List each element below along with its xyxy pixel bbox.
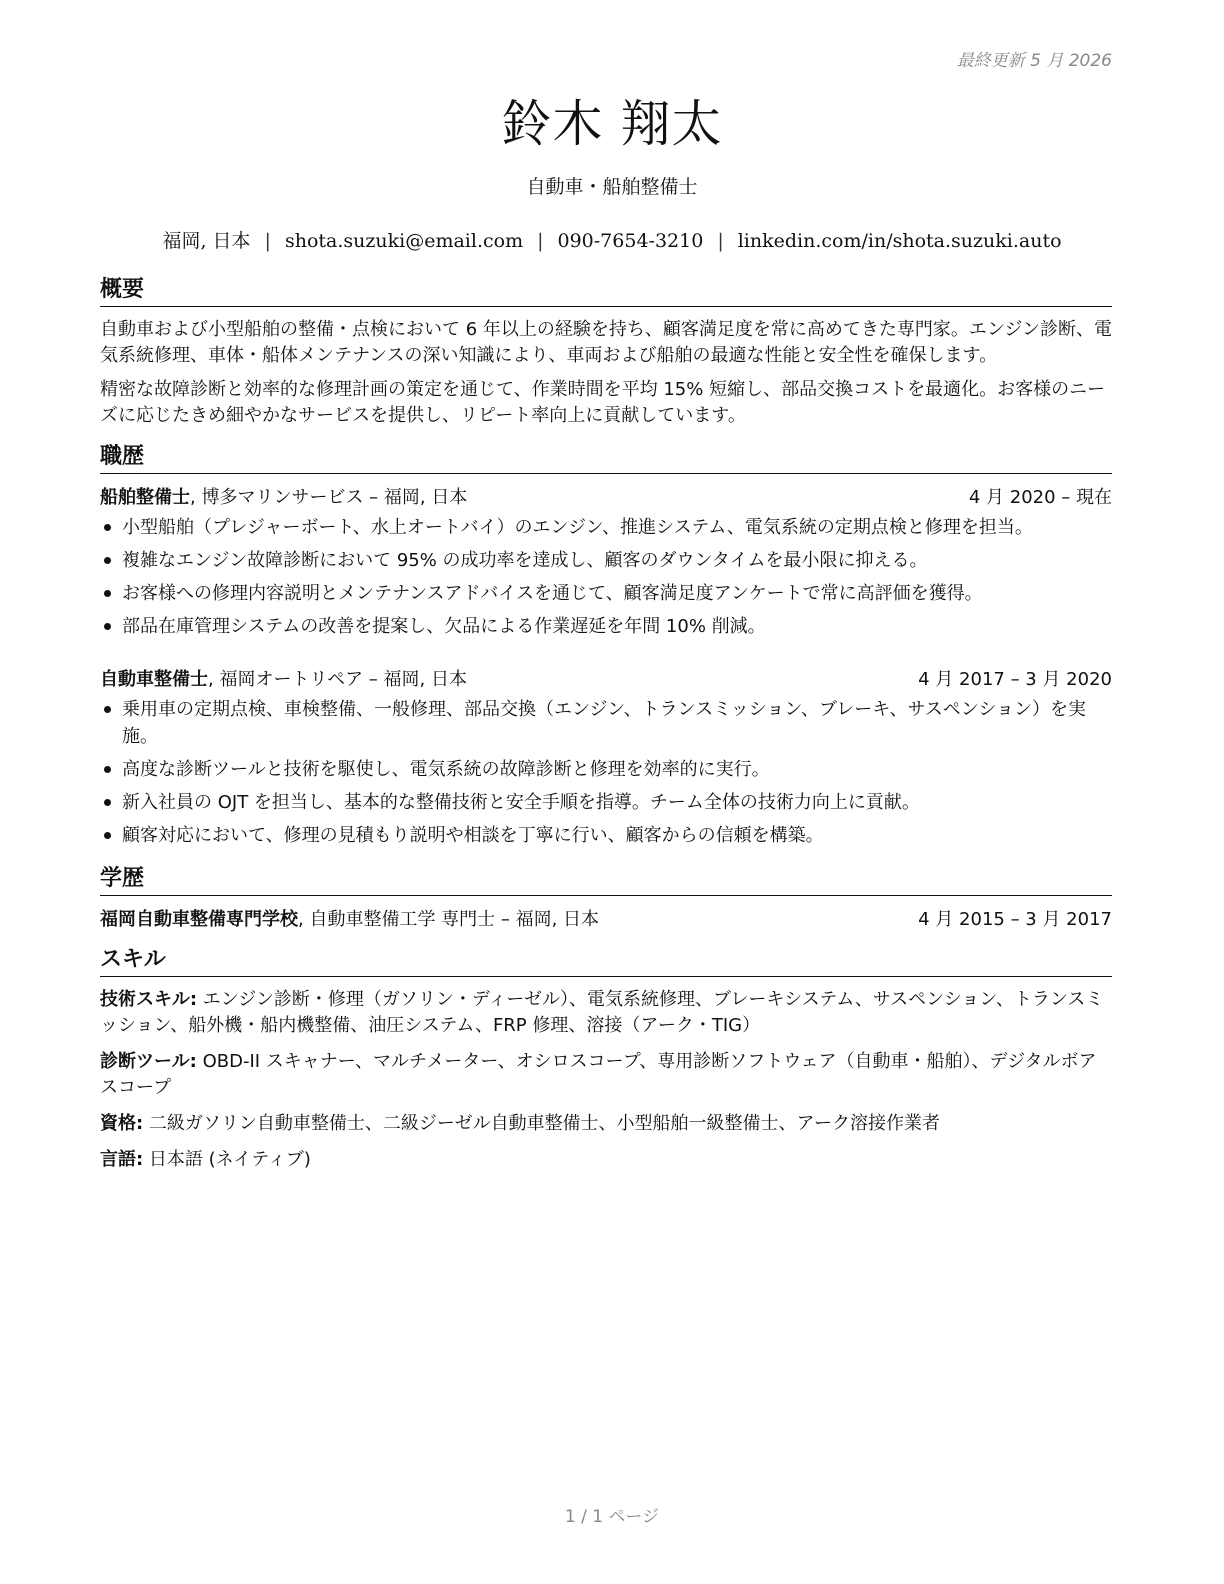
contact-separator: |	[264, 230, 271, 252]
job-dates: 4 月 2017 – 3 月 2020	[918, 669, 1112, 690]
summary-heading: 概要	[100, 276, 1112, 307]
job-bullets	[100, 696, 1112, 849]
skill-label: 技術スキル:	[100, 989, 198, 1010]
skill-line	[100, 1147, 1112, 1173]
job-title: 自動車・船舶整備士	[526, 176, 698, 198]
skill-value: 二級ガソリン自動車整備士、二級ジーゼル自動車整備士、小型船舶一級整備士、アーク溶接作業者	[143, 1113, 941, 1134]
contact-location: 福岡, 日本	[162, 230, 251, 252]
job-role: 自動車整備士	[100, 669, 208, 690]
list-item: 乗用車の定期点検、車検整備、一般修理、部品交換（エンジン、トランスミッション、ブレーキ、サスペンション）を実施。	[100, 696, 1112, 750]
list-item: 部品在庫管理システムの改善を提案し、欠品による作業遅延を年間 10% 削減。	[100, 613, 1112, 640]
skills-heading: スキル	[100, 946, 1112, 977]
contact-email[interactable]: shota.suzuki@email.com	[284, 230, 524, 252]
job-bullets	[100, 514, 1112, 640]
education-dates: 4 月 2015 – 3 月 2017	[918, 909, 1112, 930]
contact-separator: |	[717, 230, 724, 252]
list-item: 小型船舶（プレジャーボート、水上オートバイ）のエンジン、推進システム、電気系統の定期点検と修理を担当。	[100, 514, 1112, 541]
school-detail: , 自動車整備工学 専門士 – 福岡, 日本	[298, 909, 600, 930]
list-item: 複雑なエンジン故障診断において 95% の成功率を達成し、顧客のダウンタイムを最小限に抑える。	[100, 547, 1112, 574]
job-dates: 4 月 2020 – 現在	[968, 487, 1112, 508]
skill-line	[100, 1111, 1112, 1137]
skill-value: エンジン診断・修理（ガソリン・ディーゼル）、電気系統修理、ブレーキシステム、サスペンション、トランスミッション、船外機・船内機整備、油圧システム、FRP 修理、溶接（アーク・TIG）	[100, 989, 1104, 1036]
last-updated: 最終更新 5 月 2026	[956, 51, 1112, 71]
summary-paragraph: 自動車および小型船舶の整備・点検において 6 年以上の経験を持ち、顧客満足度を常に高めてきた専門家。エンジン診断、電気系統修理、車体・船体メンテナンスの深い知識により、車両および船舶の最適な性能と安全性を確保します。	[100, 319, 1112, 366]
list-item: 高度な診断ツールと技術を駆使し、電気系統の故障診断と修理を効率的に実行。	[100, 756, 1112, 783]
contact-separator: |	[537, 230, 544, 252]
skill-value: OBD-II スキャナー、マルチメーター、オシロスコープ、専用診断ソフトウェア（自動車・船舶）、デジタルボアスコープ	[100, 1051, 1097, 1098]
list-item: 新入社員の OJT を担当し、基本的な整備技術と安全手順を指導。チーム全体の技術力向上に貢献。	[100, 789, 1112, 816]
job-header	[100, 666, 1112, 694]
experience-heading: 職歴	[100, 443, 1112, 474]
candidate-name: 鈴木 翔太	[501, 95, 723, 153]
education-heading: 学歴	[100, 865, 1112, 896]
skill-label: 資格:	[100, 1113, 144, 1134]
job-company: , 福岡オートリペア – 福岡, 日本	[208, 669, 467, 690]
skill-value: 日本語 (ネイティブ)	[143, 1149, 311, 1170]
list-item: お客様への修理内容説明とメンテナンスアドバイスを通じて、顧客満足度アンケートで常に高評価を獲得。	[100, 580, 1112, 607]
resume-content	[100, 276, 1112, 1183]
page-number: 1 / 1 ページ	[564, 1507, 660, 1527]
summary-paragraph: 精密な故障診断と効率的な修理計画の策定を通じて、作業時間を平均 15% 短縮し、部品交換コストを最適化。お客様のニーズに応じたきめ細やかなサービスを提供し、リピート率向上に貢献しています。	[100, 379, 1106, 426]
job-role: 船舶整備士	[100, 487, 190, 508]
school-name: 福岡自動車整備専門学校	[100, 909, 298, 930]
skill-line	[100, 1049, 1112, 1101]
skill-line	[100, 987, 1112, 1039]
contact-linkedin[interactable]: linkedin.com/in/shota.suzuki.auto	[737, 230, 1062, 252]
skill-label: 言語:	[100, 1149, 144, 1170]
contact-line	[0, 226, 1224, 253]
contact-phone: 090-7654-3210	[557, 230, 704, 252]
list-item: 顧客対応において、修理の見積もり説明や相談を丁寧に行い、顧客からの信頼を構築。	[100, 822, 1112, 849]
job-header	[100, 484, 1112, 512]
skill-label: 診断ツール:	[100, 1051, 197, 1072]
job-company: , 博多マリンサービス – 福岡, 日本	[190, 487, 468, 508]
education-entry	[100, 906, 1112, 934]
